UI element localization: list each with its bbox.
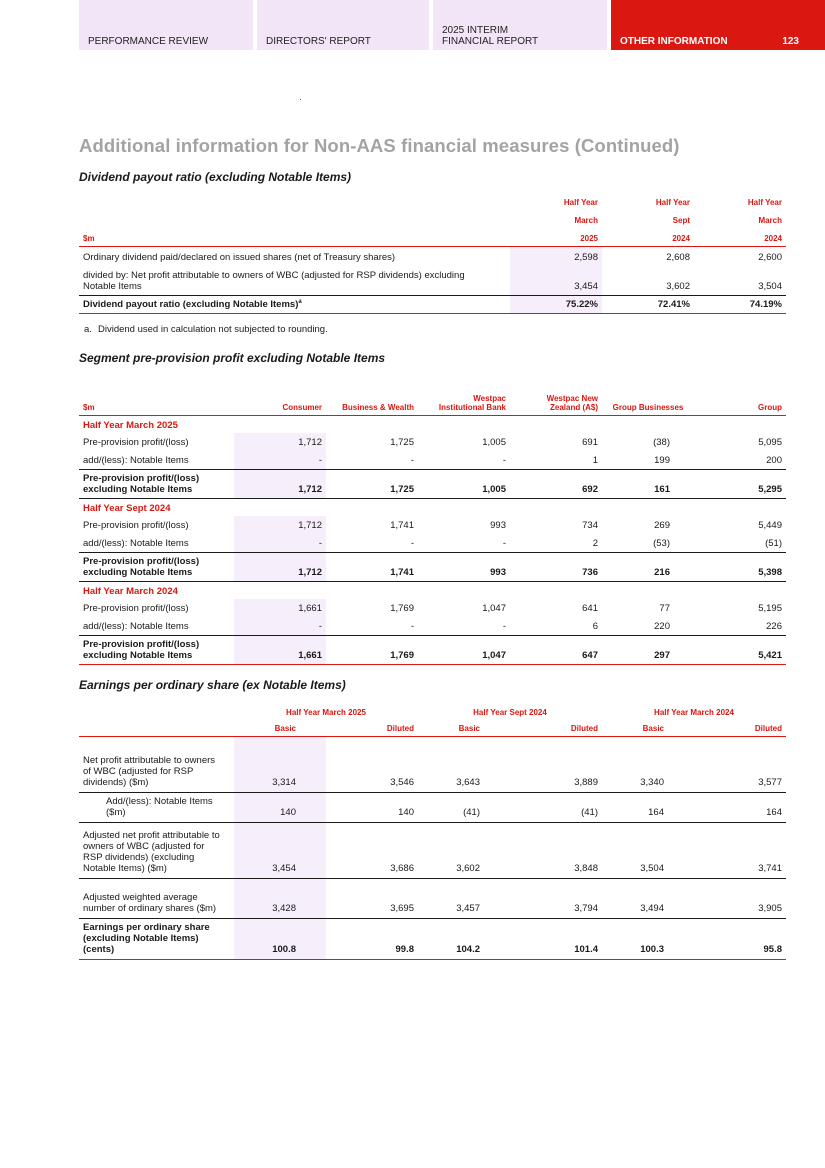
col-header: Basic bbox=[642, 724, 664, 733]
table-row: add/(less): Notable Items - - - 2 (53) (51) bbox=[79, 534, 786, 552]
col-header: Westpac Institutional Bank bbox=[438, 393, 506, 412]
col-header: Business & Wealth bbox=[342, 402, 414, 412]
dividend-header-row-3 bbox=[79, 228, 786, 247]
period-header: Half Year March 2025 bbox=[286, 708, 366, 717]
col-header: Basic bbox=[458, 724, 480, 733]
period-header: Half Year Sept 2024 bbox=[473, 708, 547, 717]
col-header: Group bbox=[758, 402, 782, 412]
nav-tab-performance-review[interactable]: PERFORMANCE REVIEW bbox=[79, 0, 253, 50]
table-row: Pre-provision profit/(loss) 1,661 1,769 1,047 641 77 5,195 bbox=[79, 599, 786, 617]
total-row: Pre-provision profit/(loss) excluding Notable Items 1,712 1,741 993 736 216 5,398 bbox=[79, 552, 786, 581]
total-row: Earnings per ordinary share (excluding Notable Items) (cents) 100.8 99.8 104.2 101.4 100.3 95.8 bbox=[79, 919, 786, 960]
eps-header-row-2 bbox=[79, 724, 786, 737]
dividend-header-row-2 bbox=[79, 210, 786, 228]
decorative-dot bbox=[300, 99, 301, 100]
segment-table bbox=[79, 382, 786, 665]
page-number: 123 bbox=[782, 36, 799, 47]
col-header: Diluted bbox=[570, 724, 598, 733]
table-row: divided by: Net profit attributable to owners of WBC (adjusted for RSP dividends) excluding Notable Items 3,454 3,602 3,504 bbox=[79, 266, 786, 296]
period-header: Half Year March 2024 bbox=[654, 708, 734, 717]
col-header: 2024 bbox=[672, 234, 690, 243]
col-header: Half Year bbox=[747, 198, 782, 207]
table-row: Adjusted weighted average number of ordinary shares ($m) 3,428 3,695 3,457 3,794 3,494 3,905 bbox=[79, 879, 786, 919]
col-header: Diluted bbox=[754, 724, 782, 733]
nav-tab-interim-financial-report[interactable]: 2025 INTERIM FINANCIAL REPORT bbox=[433, 0, 607, 50]
total-row: Pre-provision profit/(loss) excluding Notable Items 1,661 1,769 1,047 647 297 5,421 bbox=[79, 635, 786, 664]
dividend-section-heading: Dividend payout ratio (excluding Notable Items) bbox=[79, 170, 352, 184]
col-header: Consumer bbox=[282, 402, 322, 412]
dividend-header-row-1 bbox=[79, 198, 786, 210]
segment-header-row bbox=[79, 382, 786, 415]
col-header: Sept bbox=[672, 216, 690, 225]
col-header: Diluted bbox=[386, 724, 414, 733]
col-header: Half Year bbox=[563, 198, 598, 207]
eps-section-heading: Earnings per ordinary share (ex Notable Items) bbox=[79, 678, 346, 692]
group-title-row: Half Year March 2024 bbox=[83, 586, 178, 597]
top-navigation bbox=[79, 0, 825, 50]
total-row: Dividend payout ratio (excluding Notable Items)$^a$ 75.22% 72.41% 74.19% bbox=[79, 296, 786, 314]
col-header: Basic bbox=[274, 724, 296, 733]
eps-table bbox=[79, 708, 786, 960]
page-title: Additional information for Non-AAS financial measures (Continued) bbox=[79, 135, 680, 156]
col-header: 2024 bbox=[764, 234, 782, 243]
total-row: Pre-provision profit/(loss) excluding Notable Items 1,712 1,725 1,005 692 161 5,295 bbox=[79, 469, 786, 498]
dividend-table bbox=[79, 198, 786, 314]
unit-label: $m bbox=[83, 234, 95, 243]
nav-tab-directors-report[interactable]: DIRECTORS' REPORT bbox=[257, 0, 429, 50]
col-header: Half Year bbox=[655, 198, 690, 207]
nav-tab-other-information[interactable]: OTHER INFORMATION 123 bbox=[611, 0, 825, 50]
col-header: March bbox=[574, 216, 598, 225]
col-header: Westpac New Zealand (A$) bbox=[546, 393, 598, 412]
table-row: Adjusted net profit attributable to owners of WBC (adjusted for RSP dividends) (excluding Notable Items) ($m) 3,454 3,686 3,602 3,848 3,504 3,741 bbox=[79, 823, 786, 879]
table-row: Net profit attributable to owners of WBC (adjusted for RSP dividends) ($m) 3,314 3,546 3,643 3,889 3,340 3,577 bbox=[79, 737, 786, 793]
table-row: Pre-provision profit/(loss) 1,712 1,725 1,005 691 (38) 5,095 bbox=[79, 433, 786, 451]
col-header: 2025 bbox=[580, 234, 598, 243]
table-row: Pre-provision profit/(loss) 1,712 1,741 993 734 269 5,449 bbox=[79, 516, 786, 534]
group-title-row: Half Year March 2025 bbox=[83, 420, 178, 431]
unit-label: $m bbox=[83, 402, 95, 412]
col-header: March bbox=[758, 216, 782, 225]
table-row: add/(less): Notable Items - - - 6 220 226 bbox=[79, 617, 786, 635]
table-row: Ordinary dividend paid/declared on issued shares (net of Treasury shares) 2,598 2,608 2,600 bbox=[79, 247, 786, 266]
footnote: a. Dividend used in calculation not subjected to rounding. bbox=[84, 324, 328, 335]
segment-section-heading: Segment pre-provision profit excluding Notable Items bbox=[79, 351, 386, 365]
col-header: Group Businesses bbox=[612, 402, 684, 412]
group-title-row: Half Year Sept 2024 bbox=[83, 503, 171, 514]
table-row: add/(less): Notable Items - - - 1 199 200 bbox=[79, 451, 786, 469]
eps-header-row-1 bbox=[79, 708, 786, 724]
table-row: Add/(less): Notable Items ($m) 140 140 (41) (41) 164 164 bbox=[79, 793, 786, 823]
